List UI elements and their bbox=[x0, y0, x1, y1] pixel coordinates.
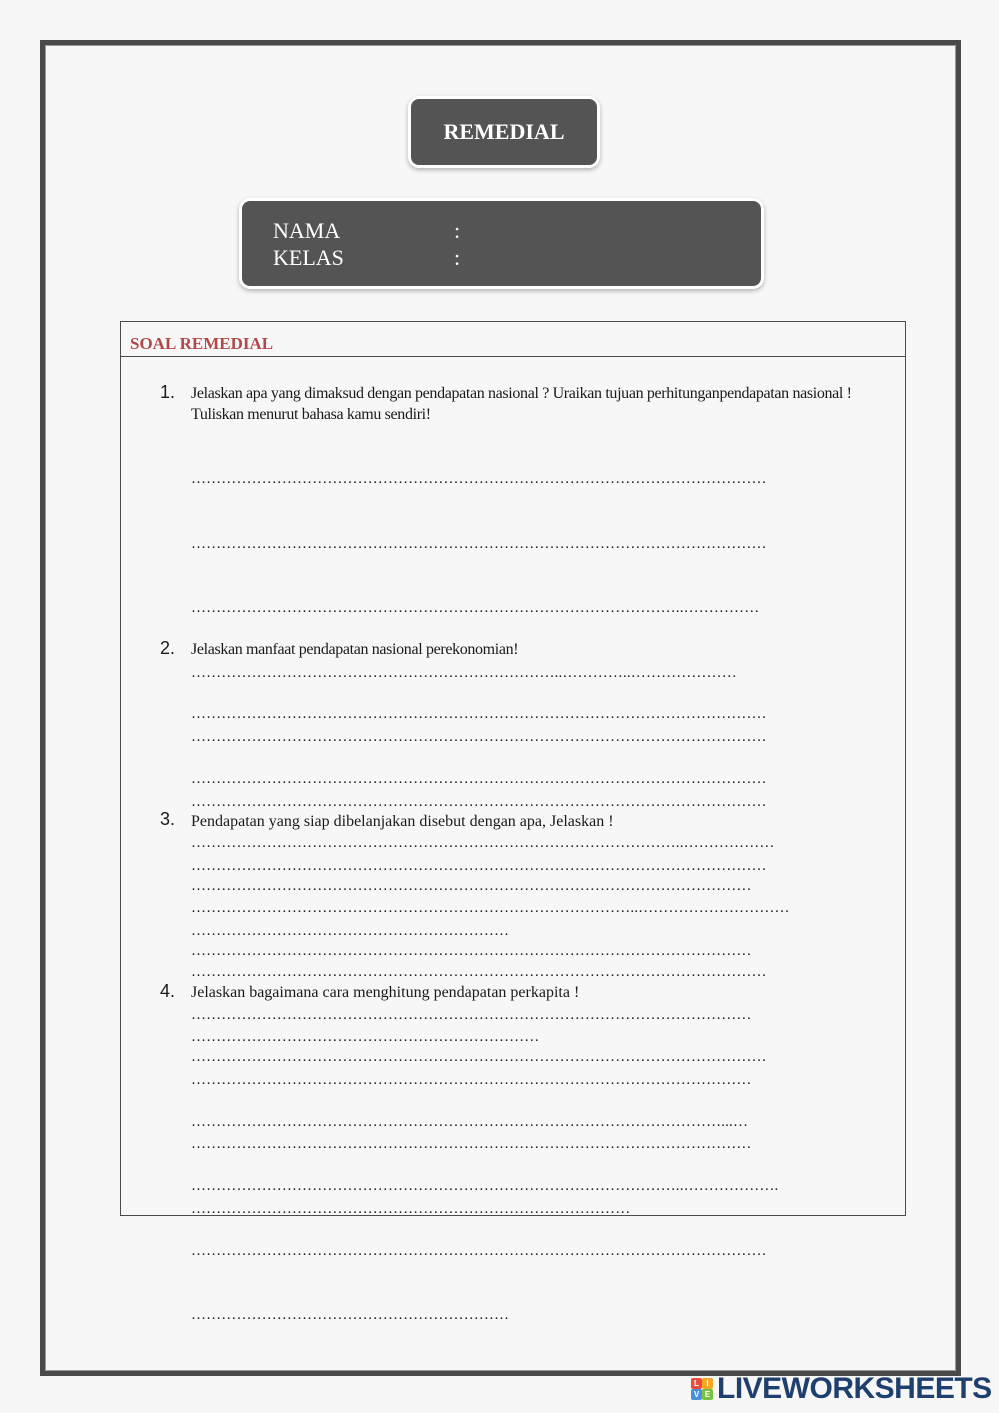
remedial-title: REMEDIAL bbox=[443, 119, 565, 144]
answer-line: ……………………………………………………… bbox=[191, 922, 510, 939]
answer-line: …………………………………………………………………………………………………… bbox=[191, 1242, 767, 1259]
question-1-number: 1. bbox=[160, 382, 176, 402]
kelas-colon: : bbox=[454, 245, 461, 270]
answer-line: ……………………………………………………………………………………..……………… bbox=[191, 835, 775, 851]
logo-mark-letter: I bbox=[702, 1378, 713, 1389]
answer-line: …………………………………………………………………………………………………… bbox=[191, 471, 767, 487]
answer-line: ……………………………………………………………………………………..………………. bbox=[191, 1178, 779, 1194]
liveworksheets-logo-text: LIVEWORKSHEETS bbox=[717, 1372, 992, 1405]
answer-line: …………………………………………………………………………………………………… bbox=[191, 729, 767, 745]
logo-mark-letter: E bbox=[702, 1389, 713, 1400]
question-2-text: Jelaskan manfaat pendapatan nasional perekonomian! bbox=[191, 641, 519, 658]
question-panel bbox=[120, 321, 906, 1323]
answer-line: ……………………………………………………………………………………………...… bbox=[191, 1113, 749, 1130]
answer-line: …………………………………………………………………………………………………… bbox=[191, 706, 767, 722]
nama-colon: : bbox=[454, 218, 461, 243]
logo-mark-letter: V bbox=[691, 1389, 702, 1400]
answer-line: ………………………………………………………………………………………………… bbox=[191, 1071, 752, 1088]
panel-heading: SOAL REMEDIAL bbox=[121, 322, 905, 357]
answer-line: …………………………………………………………………………………………………… bbox=[191, 535, 767, 552]
question-3-number: 3. bbox=[160, 809, 176, 829]
answer-line: ………………………………………………………………………………………………… bbox=[191, 942, 752, 959]
answer-line: …………………………………………………………… bbox=[191, 1028, 540, 1045]
answer-line: …………………………………………………………………………………………………… bbox=[191, 793, 767, 810]
answer-line: …………………………………………………………………………………………………… bbox=[191, 770, 767, 787]
remedial-title-box bbox=[411, 99, 597, 165]
answer-line: ……………………………………………………………………………..………………………… bbox=[191, 899, 790, 916]
question-2-number: 2. bbox=[160, 638, 176, 658]
answer-line: ………………………………………………………………………………………………… bbox=[191, 1136, 752, 1152]
logo-mark-letter: L bbox=[691, 1378, 702, 1389]
answer-line: ……………………………………………………… bbox=[191, 1307, 510, 1323]
student-identity-box bbox=[242, 201, 761, 286]
answer-line: …………………………………………………………………………………………………… bbox=[191, 858, 767, 874]
answer-line: ……………………………………………………………………………………..…………… bbox=[191, 600, 760, 616]
answer-line: …………………………………………………………………………… bbox=[191, 1200, 631, 1217]
question-4-text: Jelaskan bagaimana cara menghitung pendapatan perkapita ! bbox=[191, 984, 580, 1001]
question-3-text: Pendapatan yang siap dibelanjakan disebut dengan apa, Jelaskan ! bbox=[191, 813, 614, 830]
kelas-label: KELAS bbox=[273, 245, 344, 270]
answer-line: …………………………………………………………………………………………………… bbox=[191, 964, 767, 980]
question-1-text: Jelaskan apa yang dimaksud dengan pendapatan nasional ? Uraikan tujuan perhitunganpendapatan nasional ! Tuliskan menurut bahasa kamu sendiri! bbox=[191, 385, 852, 423]
answer-line: …………………………………………………………………………………………………… bbox=[191, 1049, 767, 1065]
liveworksheets-logo-icon bbox=[691, 1378, 713, 1400]
answer-line: ………………………………………………………………..…………..………………… bbox=[191, 664, 737, 681]
liveworksheets-logo[interactable] bbox=[691, 1374, 992, 1404]
answer-line: ………………………………………………………………………………………………… bbox=[191, 1007, 752, 1023]
question-4-answer-lines[interactable] bbox=[191, 1004, 778, 1370]
question-4-number: 4. bbox=[160, 981, 176, 1001]
answer-line: ………………………………………………………………………………………………… bbox=[191, 878, 752, 894]
nama-label: NAMA bbox=[273, 218, 341, 243]
